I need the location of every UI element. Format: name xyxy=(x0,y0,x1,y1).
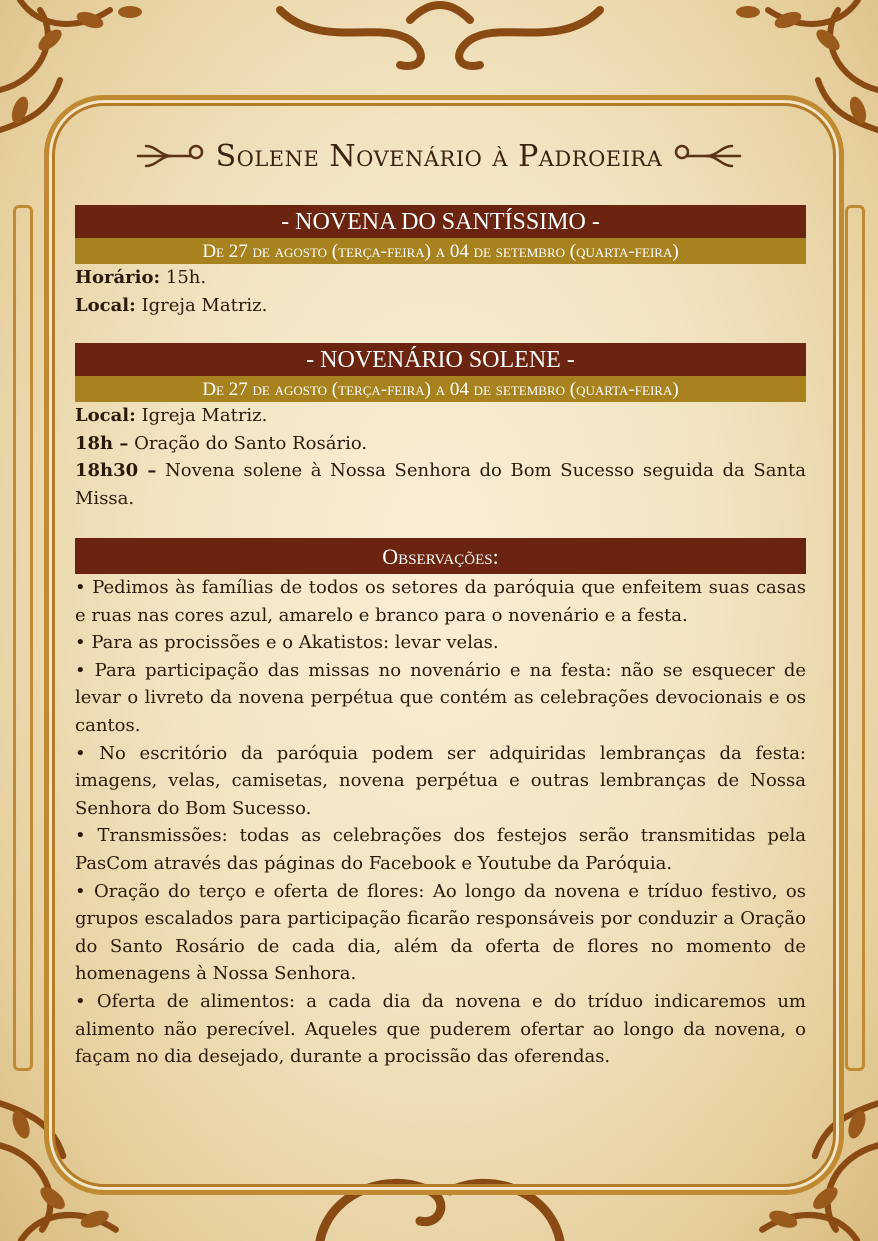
item-text: Novena solene à Nossa Senhora do Bom Sucesso seguida da Santa Missa. xyxy=(75,460,807,509)
observacoes-list xyxy=(75,574,806,1071)
section1-local xyxy=(75,292,806,320)
local-label: Local: xyxy=(75,294,136,316)
section1-horario xyxy=(75,264,806,292)
observacoes-heading: Observações: xyxy=(75,538,806,574)
title-row xyxy=(0,126,878,186)
section2-item-1 xyxy=(75,430,806,458)
local-value: Igreja Matriz. xyxy=(135,294,268,316)
left-frame-bar xyxy=(13,205,33,1071)
top-center-scroll-ornament xyxy=(260,0,620,80)
horario-value: 15h. xyxy=(160,267,207,288)
horario-label: Horário: xyxy=(75,267,161,288)
section2-heading: - NOVENÁRIO SOLENE - xyxy=(75,343,806,376)
section1-heading: - NOVENA DO SANTÍSSIMO - xyxy=(75,205,806,238)
local-label: Local: xyxy=(75,405,136,426)
right-flourish-icon xyxy=(672,138,742,174)
local-value: Igreja Matriz. xyxy=(135,405,268,426)
left-flourish-icon xyxy=(136,138,206,174)
list-item: • No escritório da paróquia podem ser adquiridas lembranças da festa: imagens, velas, camisetas, novena perpétua e outras lembranças de Nossa Senhora do Bom Sucesso. xyxy=(75,742,806,819)
page-title: Solene Novenário à Padroeira xyxy=(215,138,663,174)
section2-local xyxy=(75,402,806,430)
main-content xyxy=(75,205,806,1071)
time-label: 18h – xyxy=(75,432,129,454)
time-label: 18h30 – xyxy=(75,460,157,481)
list-item: • Para participação das missas no novenário e na festa: não se esquecer de levar o livreto da novena perpétua que contém as celebrações devocionais e os cantos. xyxy=(75,659,806,736)
list-item: • Pedimos às famílias de todos os setores da paróquia que enfeitem suas casas e ruas nas cores azul, amarelo e branco para o novenário e a festa. xyxy=(75,577,806,626)
section2-dates: De 27 de agosto (terça-feira) a 04 de setembro (quarta-feira) xyxy=(75,376,806,402)
section1-dates: De 27 de agosto (terça-feira) a 04 de setembro (quarta-feira) xyxy=(75,238,806,264)
item-text: Oração do Santo Rosário. xyxy=(128,432,368,454)
right-frame-bar xyxy=(845,205,865,1071)
list-item: • Oração do terço e oferta de flores: Ao longo da novena e tríduo festivo, os grupos escalados para participação ficarão responsáveis por conduzir a Oração do Santo Rosário de cada dia, além da oferta de flores no momento de homenagens à Nossa Senhora. xyxy=(75,880,806,985)
list-item: • Oferta de alimentos: a cada dia da novena e do tríduo indicaremos um alimento não perecível. Aqueles que puderem ofertar ao longo da novena, o façam no dia desejado, durante a procissão das oferendas. xyxy=(75,990,806,1068)
list-item: • Transmissões: todas as celebrações dos festejos serão transmitidas pela PasCom através das páginas do Facebook e Youtube da Paróquia. xyxy=(75,825,806,874)
section2-item-2 xyxy=(75,457,806,512)
list-item: • Para as procissões e o Akatistos: levar velas. xyxy=(75,632,499,654)
